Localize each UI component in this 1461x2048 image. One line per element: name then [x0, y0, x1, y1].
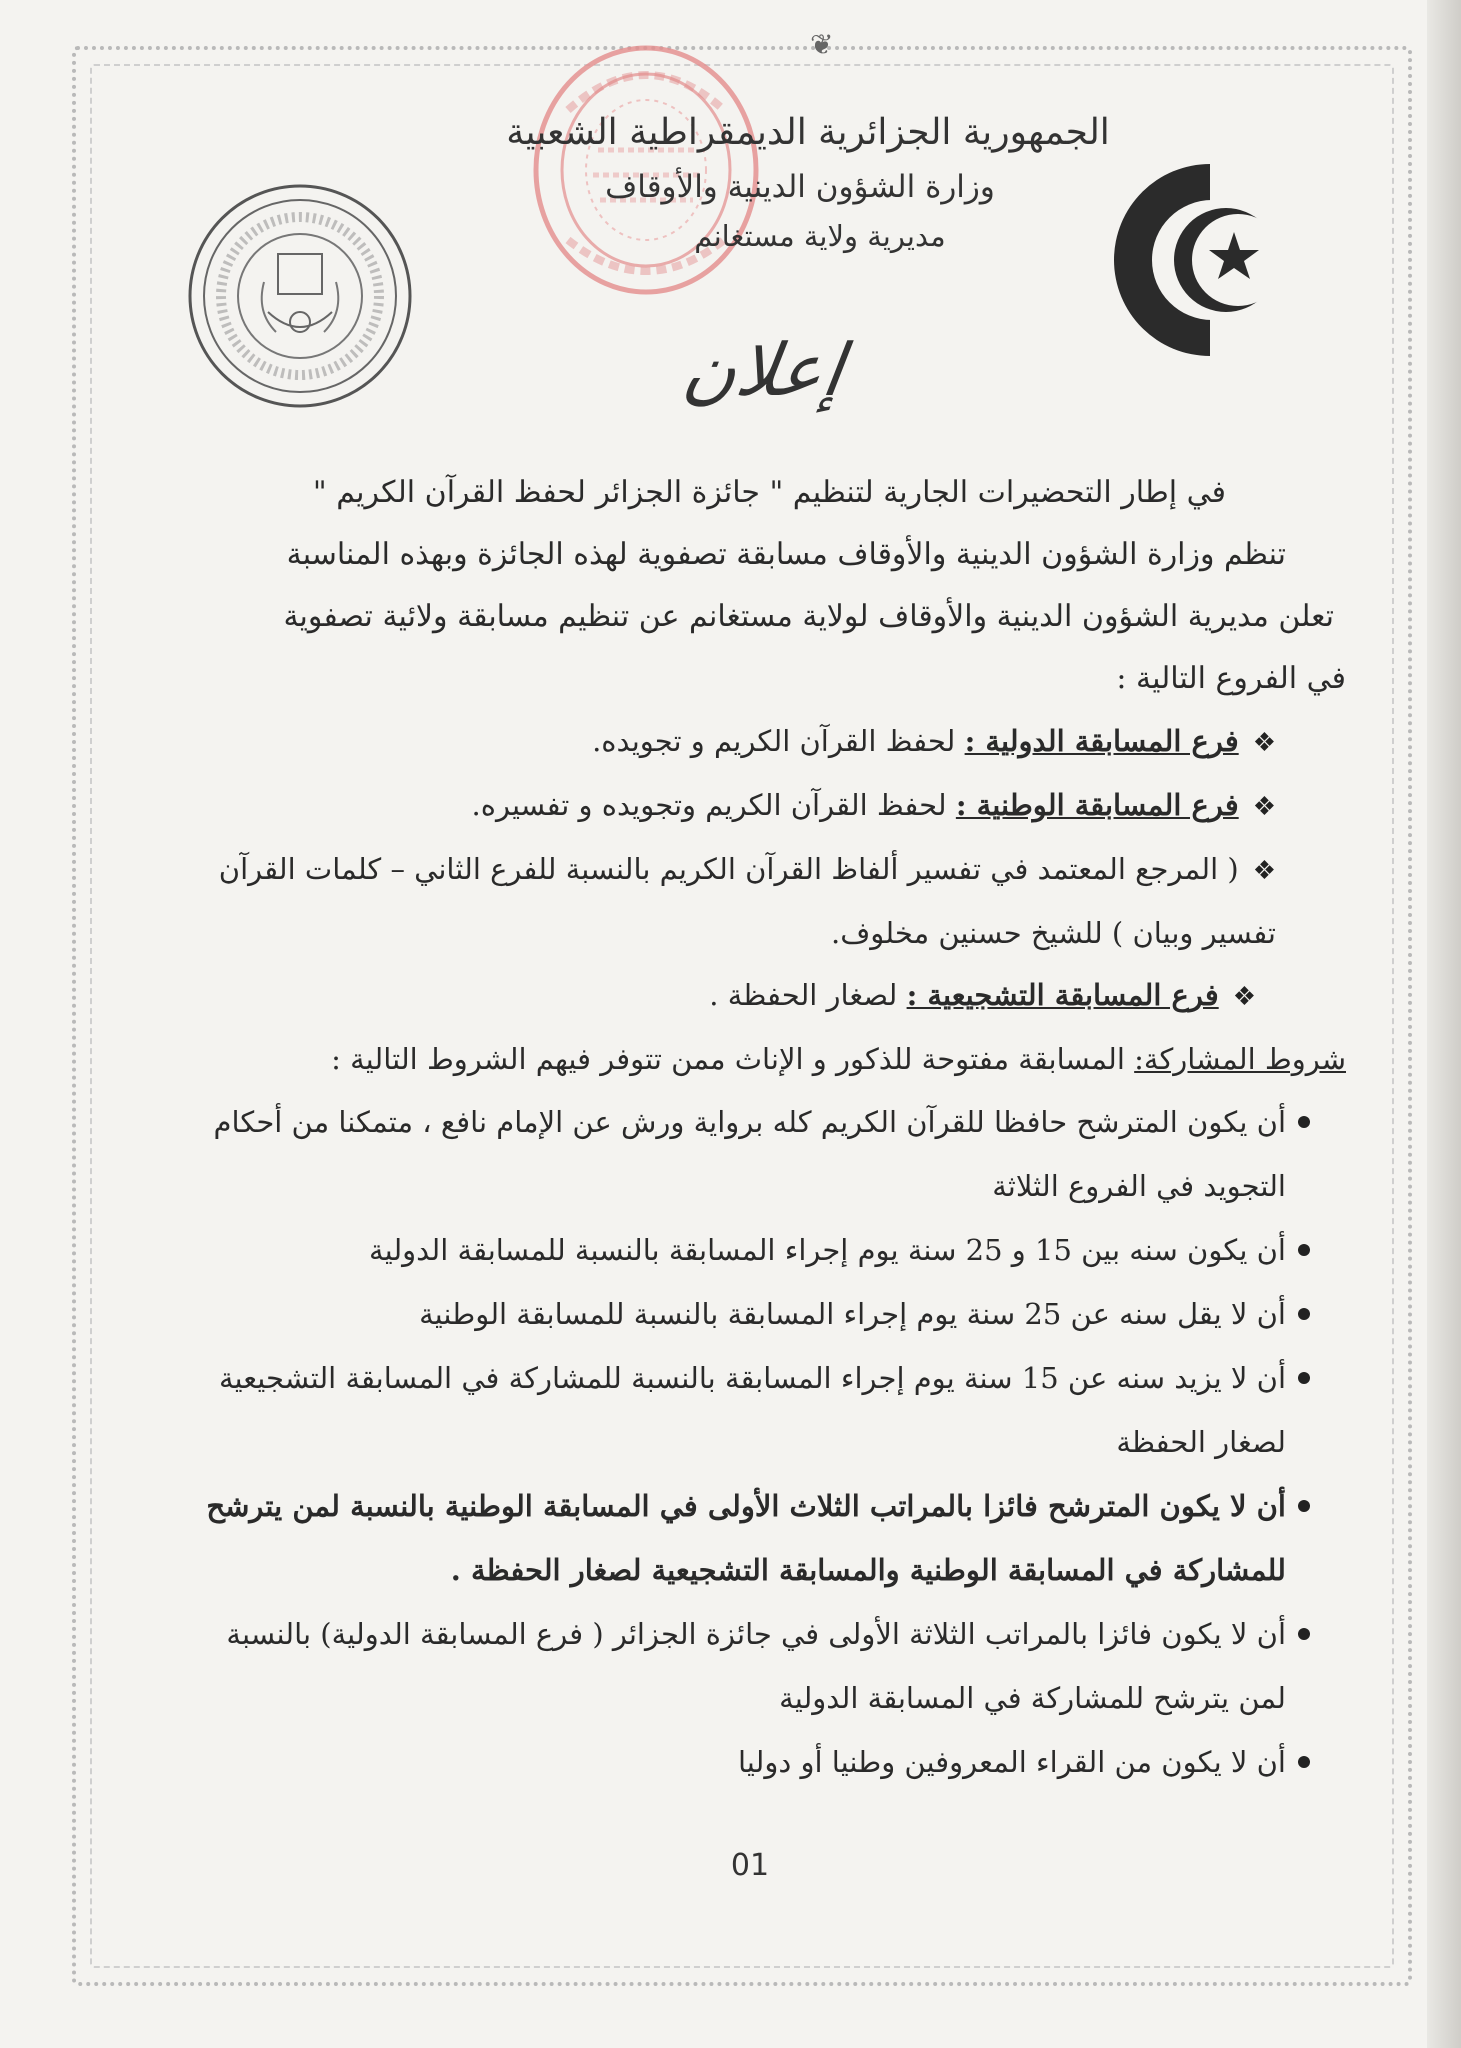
branch-text: لحفظ القرآن الكريم وتجويده و تفسيره.: [471, 788, 956, 822]
list-item: [150, 964, 1346, 1028]
announcement-title: إعلان: [677, 328, 849, 412]
top-ornament-icon: ❦: [810, 28, 834, 61]
directorate-name: مديرية ولاية مستغانم: [694, 219, 946, 253]
page-number: 01: [730, 1848, 770, 1883]
list-item: [150, 1346, 1346, 1474]
bullet-icon: [1298, 1116, 1310, 1128]
bullet-icon: [1298, 1756, 1310, 1768]
condition-text: أن يكون المترشح حافظا للقرآن الكريم كله برواية ورش عن الإمام نافع ، متمكنا من أحكام التجويد في الفروع الثلاثة: [213, 1105, 1286, 1203]
branch-name: فرع المسابقة الدولية :: [964, 724, 1239, 758]
condition-text: أن لا يكون فائزا بالمراتب الثلاثة الأولى في جائزة الجزائر ( فرع المسابقة الدولية) بالنسبة لمن يترشح للمشاركة في المسابقة الدولية: [226, 1617, 1286, 1715]
list-item: [150, 1730, 1346, 1794]
bullet-icon: [1298, 1244, 1310, 1256]
conditions-title: شروط المشاركة:: [1134, 1042, 1346, 1076]
branch-text: لحفظ القرآن الكريم و تجويده.: [592, 724, 965, 758]
branch-name: فرع المسابقة التشجيعية :: [906, 978, 1219, 1012]
condition-text: أن يكون سنه بين 15 و 25 سنة يوم إجراء المسابقة بالنسبة للمسابقة الدولية: [369, 1233, 1286, 1267]
intro-line: في إطار التحضيرات الجارية لتنظيم " جائزة الجزائر لحفظ القرآن الكريم ": [312, 475, 1226, 510]
condition-text: أن لا يزيد سنه عن 15 سنة يوم إجراء المسابقة بالنسبة للمشاركة في المسابقة التشجيعية لصغار الحفظة: [218, 1361, 1286, 1459]
list-item: [150, 1474, 1346, 1602]
conditions-intro: المسابقة مفتوحة للذكور و الإناث ممن تتوفر فيهم الشروط التالية :: [331, 1042, 1135, 1076]
branch-name: فرع المسابقة الوطنية :: [955, 788, 1239, 822]
intro-line: في الفروع التالية :: [1116, 661, 1346, 696]
list-item: [150, 1602, 1346, 1730]
condition-text: أن لا يكون من القراء المعروفين وطنيا أو دوليا: [737, 1745, 1286, 1779]
intro-line: تنظم وزارة الشؤون الدينية والأوقاف مسابقة تصفوية لهذه الجائزة وبهذه المناسبة: [286, 537, 1286, 572]
ministry-name: وزارة الشؤون الدينية والأوقاف: [605, 169, 995, 205]
list-item: [150, 1090, 1346, 1218]
crescent-star-icon: [1108, 160, 1264, 360]
letterhead: [400, 112, 1120, 253]
condition-text: أن لا يكون المترشح فائزا بالمراتب الثلاث الأولى في المسابقة الوطنية بالنسبة لمن يترشح للمشاركة في المسابقة الوطنية والمسابقة التشجيعية لصغار الحفظة .: [206, 1489, 1286, 1587]
conditions-heading: [150, 1028, 1346, 1090]
diamond-bullet-icon: ❖: [1252, 856, 1276, 886]
bullet-icon: [1298, 1500, 1310, 1512]
branch-text: ( المرجع المعتمد في تفسير ألفاظ القرآن الكريم بالنسبة للفرع الثاني – كلمات القرآن تفسير وبيان ) للشيخ حسنين مخلوف.: [218, 852, 1276, 950]
diamond-bullet-icon: ❖: [1232, 982, 1256, 1012]
announcement-body: [150, 462, 1346, 1794]
list-item: [150, 710, 1346, 774]
conditions-list: [150, 1090, 1346, 1794]
list-item: [150, 774, 1346, 838]
diamond-bullet-icon: ❖: [1252, 792, 1276, 822]
branches-list: [150, 710, 1346, 1028]
republic-name: الجمهورية الجزائرية الديمقراطية الشعبية: [506, 112, 1110, 153]
ministry-emblem-icon: [186, 182, 414, 410]
diamond-bullet-icon: ❖: [1252, 728, 1276, 758]
branch-text: لصغار الحفظة .: [709, 978, 907, 1012]
list-item: [150, 1282, 1346, 1346]
page-edge-shadow: [1427, 0, 1461, 2048]
condition-text: أن لا يقل سنه عن 25 سنة يوم إجراء المسابقة بالنسبة للمسابقة الوطنية: [419, 1297, 1286, 1331]
bullet-icon: [1298, 1308, 1310, 1320]
bullet-icon: [1298, 1628, 1310, 1640]
list-item: [150, 838, 1346, 964]
bullet-icon: [1298, 1372, 1310, 1384]
intro-line: تعلن مديرية الشؤون الدينية والأوقاف لولاية مستغانم عن تنظيم مسابقة ولائية تصفوية: [283, 599, 1334, 634]
list-item: [150, 1218, 1346, 1282]
